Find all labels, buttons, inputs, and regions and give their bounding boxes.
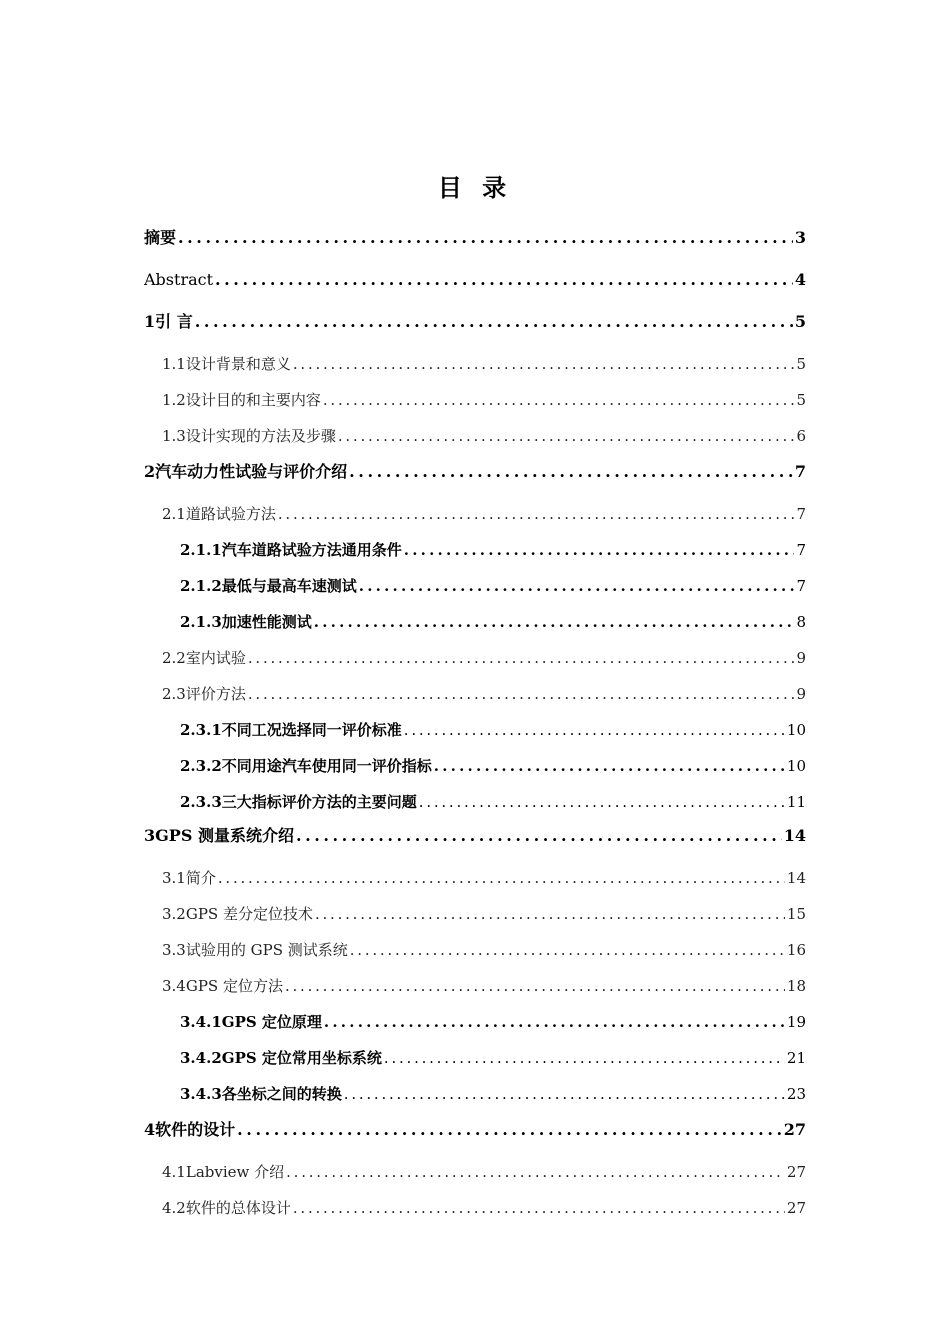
dot-leader bbox=[215, 268, 793, 292]
toc-entry-page: 5 bbox=[796, 391, 806, 409]
toc-entry-text: 不同用途汽车使用同一评价指标 bbox=[221, 757, 432, 775]
dot-leader bbox=[286, 1160, 785, 1184]
toc-entry-page: 19 bbox=[786, 1013, 806, 1031]
toc-entry-number: 2.1.3 bbox=[180, 613, 222, 631]
toc-entry-text: 室内试验 bbox=[185, 649, 246, 667]
dot-leader bbox=[293, 1196, 785, 1220]
toc-entry[interactable] bbox=[180, 718, 806, 742]
toc-entry[interactable] bbox=[144, 268, 806, 292]
dot-leader bbox=[285, 974, 785, 998]
dot-leader bbox=[218, 866, 785, 890]
toc-entry-text: 三大指标评价方法的主要问题 bbox=[221, 793, 417, 811]
toc-entry-page: 7 bbox=[796, 577, 806, 595]
dot-leader bbox=[338, 424, 795, 448]
toc-entry-number: 1 bbox=[144, 312, 156, 331]
toc-entry-text: 汽车道路试验方法通用条件 bbox=[221, 541, 402, 559]
toc-entry-page: 21 bbox=[786, 1049, 806, 1067]
toc-entry-number: 4.2 bbox=[162, 1199, 186, 1217]
toc-entry-page: 4 bbox=[794, 270, 806, 289]
toc-entry-number: 3.3 bbox=[162, 941, 186, 959]
dot-leader bbox=[384, 1046, 785, 1070]
toc-entry-page: 23 bbox=[786, 1085, 806, 1103]
toc-entry-number: 3.4.2 bbox=[180, 1049, 222, 1067]
dot-leader bbox=[349, 460, 793, 484]
toc-entry-text: 软件的总体设计 bbox=[185, 1199, 291, 1217]
toc-entry[interactable] bbox=[162, 902, 806, 926]
toc-entry-text: 各坐标之间的转换 bbox=[221, 1085, 342, 1103]
toc-entry-page: 18 bbox=[786, 977, 806, 995]
toc-entry-text: 引 言 bbox=[155, 312, 193, 331]
toc-entry[interactable] bbox=[180, 1010, 806, 1034]
toc-entry-number: 3.4.3 bbox=[180, 1085, 222, 1103]
dot-leader bbox=[296, 824, 782, 848]
toc-entry-page: 5 bbox=[794, 312, 806, 331]
toc-entry-text: 设计实现的方法及步骤 bbox=[185, 427, 336, 445]
toc-entry-page: 9 bbox=[796, 685, 806, 703]
toc-entry-number: 2 bbox=[144, 462, 156, 481]
dot-leader bbox=[195, 310, 793, 334]
toc-entry-text: 设计背景和意义 bbox=[185, 355, 291, 373]
dot-leader bbox=[434, 754, 785, 778]
toc-entry[interactable] bbox=[180, 1046, 806, 1070]
toc-entry[interactable] bbox=[162, 866, 806, 890]
toc-entry-number: 2.3 bbox=[162, 685, 186, 703]
page-title: 目 录 bbox=[437, 173, 513, 202]
toc-entry[interactable] bbox=[144, 824, 806, 848]
toc-entry-text: 试验用的 GPS 测试系统 bbox=[185, 941, 348, 959]
toc-entry-text: GPS 定位方法 bbox=[185, 977, 283, 995]
toc-entry-text: 加速性能测试 bbox=[221, 613, 312, 631]
toc-entry-number: 4 bbox=[144, 1120, 156, 1139]
dot-leader bbox=[344, 1082, 785, 1106]
toc-entry-page: 27 bbox=[786, 1163, 806, 1181]
toc-entry-text: 软件的设计 bbox=[155, 1120, 236, 1139]
toc-entry-text: 不同工况选择同一评价标准 bbox=[221, 721, 402, 739]
toc-entry-number: 3.1 bbox=[162, 869, 186, 887]
toc-entry-text: Labview 介绍 bbox=[185, 1163, 285, 1181]
toc-entry-page: 6 bbox=[796, 427, 806, 445]
dot-leader bbox=[237, 1118, 782, 1142]
toc-entry[interactable] bbox=[162, 646, 806, 670]
toc-entry-text: 摘要 bbox=[144, 228, 177, 247]
toc-entry[interactable] bbox=[162, 388, 806, 412]
toc-entry-page: 7 bbox=[794, 462, 806, 481]
toc-entry-number: 2.1.1 bbox=[180, 541, 222, 559]
dot-leader bbox=[359, 574, 795, 598]
dot-leader bbox=[324, 1010, 785, 1034]
toc-entry-number: 3.4.1 bbox=[180, 1013, 222, 1031]
toc-entry-number: 2.2 bbox=[162, 649, 186, 667]
toc-entry[interactable] bbox=[162, 424, 806, 448]
toc-entry[interactable] bbox=[180, 538, 806, 562]
toc-entry[interactable] bbox=[144, 310, 806, 334]
toc-entry[interactable] bbox=[180, 754, 806, 778]
toc-entry[interactable] bbox=[180, 574, 806, 598]
toc-entry-page: 27 bbox=[786, 1199, 806, 1217]
toc-entry-text: Abstract bbox=[144, 270, 214, 289]
toc-entry[interactable] bbox=[180, 1082, 806, 1106]
toc-entry-page: 9 bbox=[796, 649, 806, 667]
toc-entry-page: 27 bbox=[783, 1120, 806, 1139]
toc-entry-page: 3 bbox=[794, 228, 806, 247]
toc-entry[interactable] bbox=[162, 1160, 806, 1184]
toc-entry-text: 简介 bbox=[185, 869, 216, 887]
toc-entry[interactable] bbox=[162, 682, 806, 706]
toc-entry-text: GPS 定位常用坐标系统 bbox=[221, 1049, 382, 1067]
toc-entry[interactable] bbox=[180, 790, 806, 814]
toc-entry-page: 14 bbox=[786, 869, 806, 887]
dot-leader bbox=[323, 388, 795, 412]
toc-entry[interactable] bbox=[180, 610, 806, 634]
toc-entry[interactable] bbox=[162, 502, 806, 526]
dot-leader bbox=[178, 226, 793, 250]
toc-entry-number: 2.1 bbox=[162, 505, 186, 523]
dot-leader bbox=[248, 682, 795, 706]
toc-entry-text: 评价方法 bbox=[185, 685, 246, 703]
toc-entry-text: 道路试验方法 bbox=[185, 505, 276, 523]
toc-entry[interactable] bbox=[162, 352, 806, 376]
dot-leader bbox=[314, 610, 795, 634]
toc-entry-page: 8 bbox=[796, 613, 806, 631]
toc-entry-page: 10 bbox=[786, 757, 806, 775]
dot-leader bbox=[293, 352, 795, 376]
toc-entry-text: GPS 测量系统介绍 bbox=[155, 826, 294, 845]
toc-entry-number: 3 bbox=[144, 826, 156, 845]
toc-entry-page: 16 bbox=[786, 941, 806, 959]
toc-entry-number: 2.3.3 bbox=[180, 793, 222, 811]
dot-leader bbox=[419, 790, 785, 814]
toc-entry[interactable] bbox=[144, 460, 806, 484]
dot-leader bbox=[350, 938, 785, 962]
dot-leader bbox=[278, 502, 795, 526]
toc-entry-text: 最低与最高车速测试 bbox=[221, 577, 357, 595]
toc-entry-number: 2.3.2 bbox=[180, 757, 222, 775]
toc-entry-page: 5 bbox=[796, 355, 806, 373]
dot-leader bbox=[404, 718, 785, 742]
dot-leader bbox=[315, 902, 785, 926]
toc-entry[interactable] bbox=[162, 974, 806, 998]
toc-entry-text: 设计目的和主要内容 bbox=[185, 391, 321, 409]
toc-entry-number: 1.3 bbox=[162, 427, 186, 445]
toc-entry-page: 11 bbox=[786, 793, 806, 811]
toc-entry[interactable] bbox=[162, 938, 806, 962]
toc-entry-text: GPS 差分定位技术 bbox=[185, 905, 313, 923]
toc-entry-number: 3.2 bbox=[162, 905, 186, 923]
dot-leader bbox=[248, 646, 795, 670]
toc-entry[interactable] bbox=[162, 1196, 806, 1220]
toc-entry-number: 2.1.2 bbox=[180, 577, 222, 595]
toc-entry-number: 2.3.1 bbox=[180, 721, 222, 739]
toc-entry[interactable] bbox=[144, 1118, 806, 1142]
toc-entry-page: 14 bbox=[783, 826, 806, 845]
toc-entry-text: 汽车动力性试验与评价介绍 bbox=[155, 462, 348, 481]
dot-leader bbox=[404, 538, 795, 562]
toc-entry-page: 7 bbox=[796, 541, 806, 559]
toc-entry[interactable] bbox=[144, 226, 806, 250]
toc-entry-number: 4.1 bbox=[162, 1163, 186, 1181]
toc-entry-number: 1.2 bbox=[162, 391, 186, 409]
toc-entry-number: 3.4 bbox=[162, 977, 186, 995]
toc-entry-page: 7 bbox=[796, 505, 806, 523]
toc-entry-page: 15 bbox=[786, 905, 806, 923]
toc-entry-text: GPS 定位原理 bbox=[221, 1013, 322, 1031]
toc-entry-number: 1.1 bbox=[162, 355, 186, 373]
toc-entry-page: 10 bbox=[786, 721, 806, 739]
